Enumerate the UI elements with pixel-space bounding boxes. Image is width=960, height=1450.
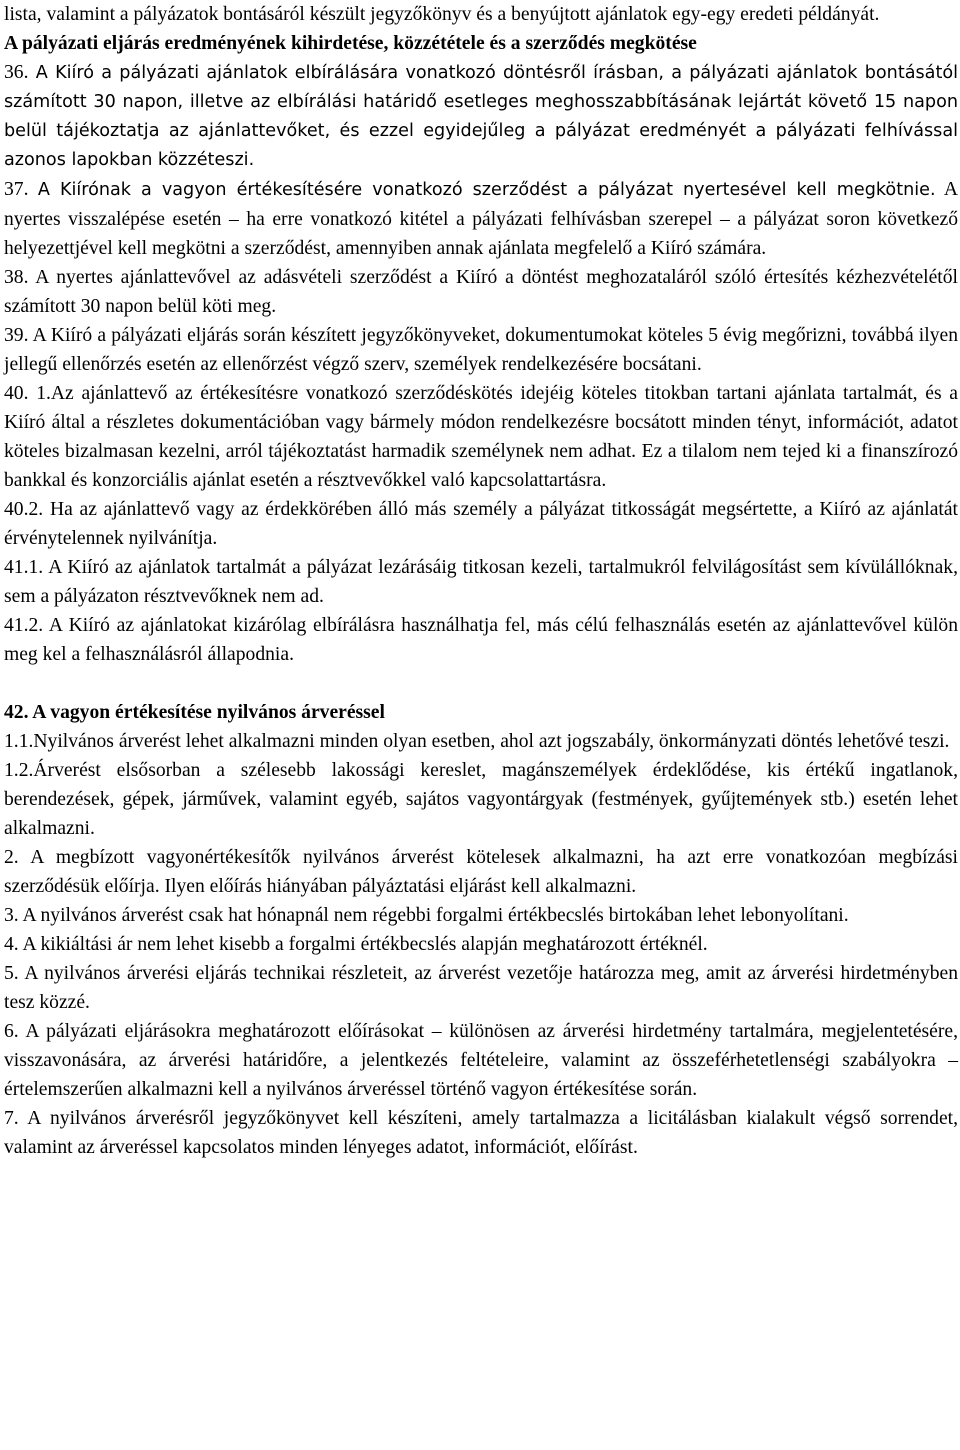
paragraph-41-1-text: A Kiíró az ajánlatok tartalmát a pályázat lezárásáig titkosan kezeli, tartalmukról felvilágosítást sem kívülállóknak, sem a pályázaton résztvevőknek nem ad. (4, 557, 958, 607)
item-text: A nyilvános árverésről jegyzőkönyvet kell készíteni, amely tartalmazza a licitálásban kialakult végső sorrendet, valamint az árveréssel kapcsolatos minden lényeges adatot, információt, előírást. (4, 1108, 958, 1158)
paragraph-41-2-text: A Kiíró az ajánlatokat kizárólag elbírálásra használhatja fel, más célú felhasználás esetén az ajánlattevővel külön meg kel a felhasználásról állapodnia. (4, 615, 958, 665)
paragraph-38 (4, 263, 958, 321)
paragraph-number: 39. (4, 325, 29, 346)
paragraph-number: 40. 1. (4, 383, 51, 404)
paragraph-41-1 (4, 553, 958, 611)
spacer (4, 669, 958, 698)
paragraph-38-text: A nyertes ajánlattevővel az adásvételi szerződést a Kiíró a döntést meghozataláról szóló értesítés kézhezvételétől számított 30 napon belül köti meg. (4, 267, 958, 317)
paragraph-39 (4, 321, 958, 379)
s42-item-3 (4, 901, 958, 930)
item-number: 1.1. (4, 731, 34, 752)
item-number: 4. (4, 934, 19, 955)
item-text: A megbízott vagyonértékesítők nyilvános árverést kötelesek alkalmazni, ha azt erre vonatkozóan megbízási szerződésük előírja. Ilyen előírás hiányában pályáztatási eljárást kell alkalmazni. (4, 847, 958, 897)
paragraph-37-text-b: A nyertes visszalépése esetén – ha erre vonatkozó kitétel a pályázati felhívásban szerepel – a pályázat soron következő helyezettjével kell megkötni a szerződést, amennyiben annak ajánlata megfelelő a Kiíró számára. (4, 179, 958, 259)
s42-item-6 (4, 1017, 958, 1104)
paragraph-number: 41.1. (4, 557, 44, 578)
paragraph-40-1 (4, 379, 958, 495)
s42-item-1-1 (4, 727, 958, 756)
paragraph-number: 37. (4, 179, 29, 200)
s42-item-1-2 (4, 756, 958, 843)
intro-tail-paragraph: lista, valamint a pályázatok bontásáról készült jegyzőkönyv és a benyújtott ajánlatok egy-egy eredeti példányát. (4, 4, 880, 25)
section-42-heading: 42. A vagyon értékesítése nyilvános árveréssel (4, 702, 385, 723)
paragraph-40-1-text: Az ajánlattevő az értékesítésre vonatkozó szerződéskötés idejéig köteles titokban tartani ajánlata tartalmát, és a Kiíró által a részletes dokumentációban vagy bármely módon rendelkezésre bocsátott minden tényt, információt, adatot köteles bizalmasan kezelni, arról tájékoztatást harmadik személynek nem adhat. Ez a tilalom nem tejed ki a finanszírozó bankkal és konzorciális ajánlat esetén a résztvevőkkel való kapcsolattartásra. (4, 383, 958, 491)
s42-item-5 (4, 959, 958, 1017)
paragraph-40-2-text: Ha az ajánlattevő vagy az érdekkörében álló más személy a pályázat titkosságát megsértette, a Kiíró az ajánlatát érvénytelennek nyilvánítja. (4, 499, 958, 549)
item-text: Nyilvános árverést lehet alkalmazni minden olyan esetben, ahol azt jogszabály, önkormányzati döntés lehetővé teszi. (33, 731, 950, 752)
item-text: A nyilvános árverési eljárás technikai részleteit, az árverést vezetője határozza meg, amit az árverési hirdetményben tesz közzé. (4, 963, 958, 1013)
item-number: 2. (4, 847, 19, 868)
paragraph-39-text: A Kiíró a pályázati eljárás során készített jegyzőkönyveket, dokumentumokat köteles 5 évig megőrizni, továbbá ilyen jellegű ellenőrzés esetén az ellenőrzést végző szerv, személyek rendelkezésére bocsátani. (4, 325, 958, 375)
s42-item-7 (4, 1104, 958, 1162)
paragraph-41-2 (4, 611, 958, 669)
item-text: Árverést elsősorban a szélesebb lakossági kereslet, magánszemélyek érdeklődése, kis értékű ingatlanok, berendezések, gépek, járművek, valamint egyéb, sajátos vagyontárgyak (festmények, gyűjtemények stb.) esetén lehet alkalmazni. (4, 760, 958, 839)
s42-item-2 (4, 843, 958, 901)
paragraph-number: 41.2. (4, 615, 44, 636)
paragraph-number: 36. (4, 62, 29, 83)
paragraph-number: 40.2. (4, 499, 44, 520)
document-page (4, 0, 958, 1162)
item-number: 3. (4, 905, 19, 926)
item-text: A kikiáltási ár nem lehet kisebb a forgalmi értékbecslés alapján meghatározott értéknél. (22, 934, 708, 955)
s42-item-4 (4, 930, 958, 959)
paragraph-40-2 (4, 495, 958, 553)
paragraph-number: 38. (4, 267, 29, 288)
paragraph-36 (4, 58, 958, 175)
item-number: 5. (4, 963, 19, 984)
item-text: A pályázati eljárásokra meghatározott előírásokat – különösen az árverési hirdetmény tartalmára, megjelentetésére, visszavonására, az árverési határidőre, a jelentkezés feltételeire, valamint az összeférhetetlenségi szabályokra – értelemszerűen alkalmazni kell a nyilvános árveréssel történő vagyon értékesítése során. (4, 1021, 958, 1100)
paragraph-37 (4, 175, 958, 263)
item-number: 7. (4, 1108, 19, 1129)
item-number: 1.2. (4, 760, 34, 781)
section-result-heading: A pályázati eljárás eredményének kihirdetése, közzététele és a szerződés megkötése (4, 33, 697, 54)
paragraph-36-text: A Kiíró a pályázati ajánlatok elbírálására vonatkozó döntésről írásban, a pályázati ajánlatok bontásától számított 30 napon, illetve az elbírálási határidő esetleges meghosszabbításának lejártát követő 15 napon belül tájékoztatja az ajánlattevőket, és ezzel egyidejűleg a pályázat eredményét a pályázati felhívással azonos lapokban közzéteszi. (4, 63, 958, 170)
paragraph-37-text-a: A Kiírónak a vagyon értékesítésére vonatkozó szerződést a pályázat nyertesével kell megkötnie. (37, 180, 936, 200)
item-number: 6. (4, 1021, 19, 1042)
item-text: A nyilvános árverést csak hat hónapnál nem régebbi forgalmi értékbecslés birtokában lehet lebonyolítani. (22, 905, 849, 926)
